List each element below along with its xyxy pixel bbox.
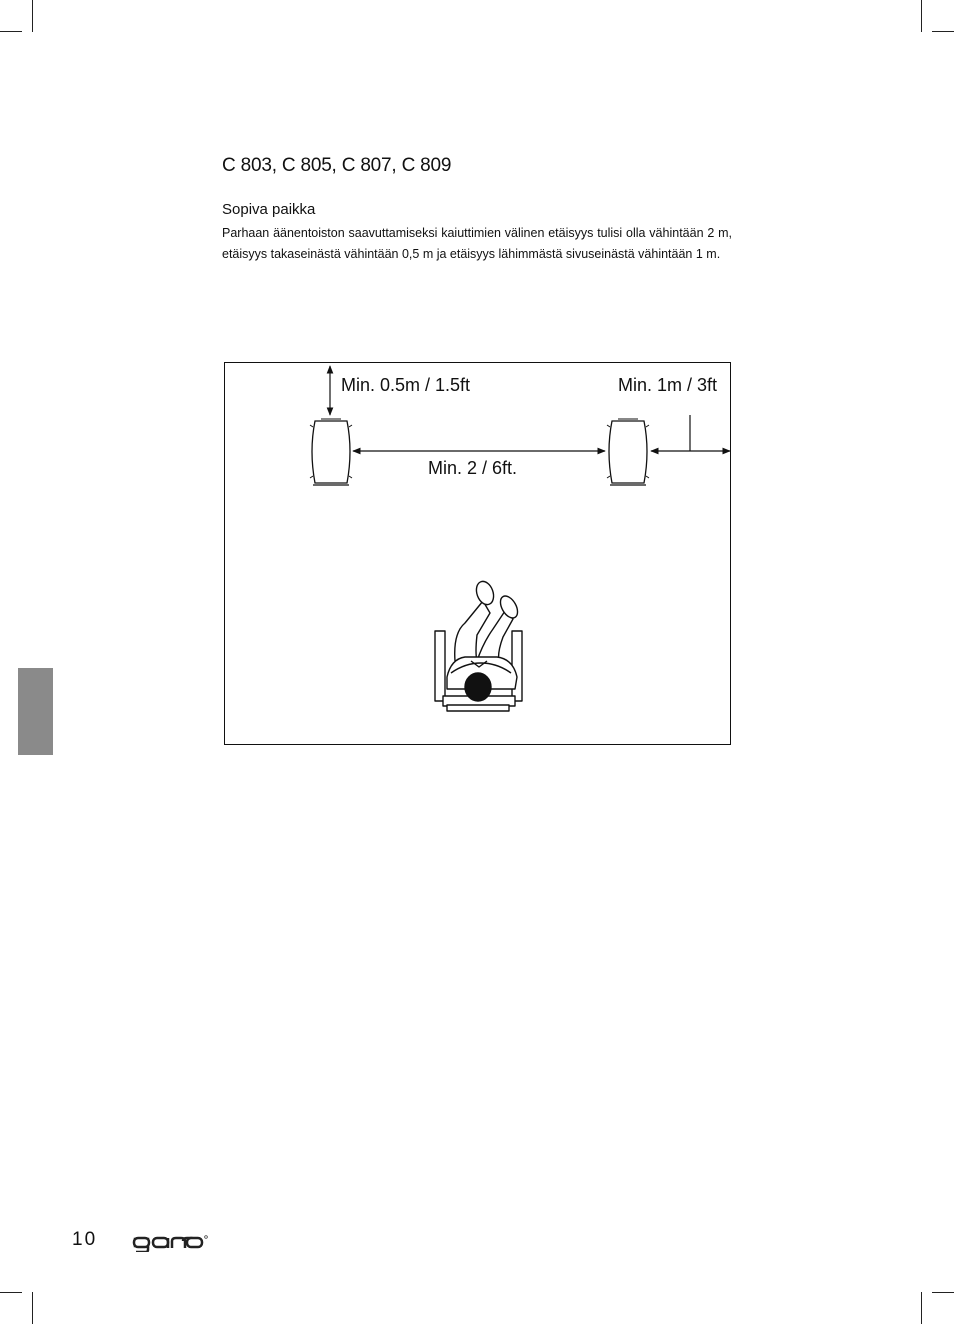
- language-side-tab: [18, 668, 53, 755]
- crop-mark: [921, 1292, 922, 1324]
- section-body: Parhaan äänentoiston saavuttamiseksi kaiuttimien välinen etäisyys tulisi olla vähintään 2 m, etäisyys takaseinästä vähintään 0,5 m ja etäisyys lähimmästä sivuseinästä vähintään 1 m.: [222, 226, 732, 261]
- section-title: Sopiva paikka: [222, 201, 316, 218]
- page-number: 10: [72, 1229, 98, 1250]
- back-wall-distance-label: Min. 0.5m / 1.5ft: [341, 375, 471, 395]
- speaker-right-icon: [607, 419, 649, 485]
- placement-diagram: [224, 362, 731, 745]
- side-wall-distance-label: Min. 1m / 3ft: [618, 375, 718, 395]
- crop-mark: [32, 0, 33, 32]
- placement-drawing: [225, 363, 732, 746]
- crop-mark: [32, 1292, 33, 1324]
- speaker-left-icon: [310, 419, 352, 485]
- crop-mark: [0, 1292, 22, 1293]
- speaker-distance-label: Min. 2 / 6ft.: [428, 458, 518, 478]
- crop-mark: [0, 31, 22, 32]
- crop-mark: [932, 1292, 954, 1293]
- crop-mark: [932, 31, 954, 32]
- page-title: C 803, C 805, C 807, C 809: [222, 155, 452, 176]
- crop-mark: [921, 0, 922, 32]
- listener-chair-icon: [435, 579, 522, 711]
- jamo-logo-icon: [131, 1232, 209, 1252]
- jamo-logo: [131, 1232, 209, 1257]
